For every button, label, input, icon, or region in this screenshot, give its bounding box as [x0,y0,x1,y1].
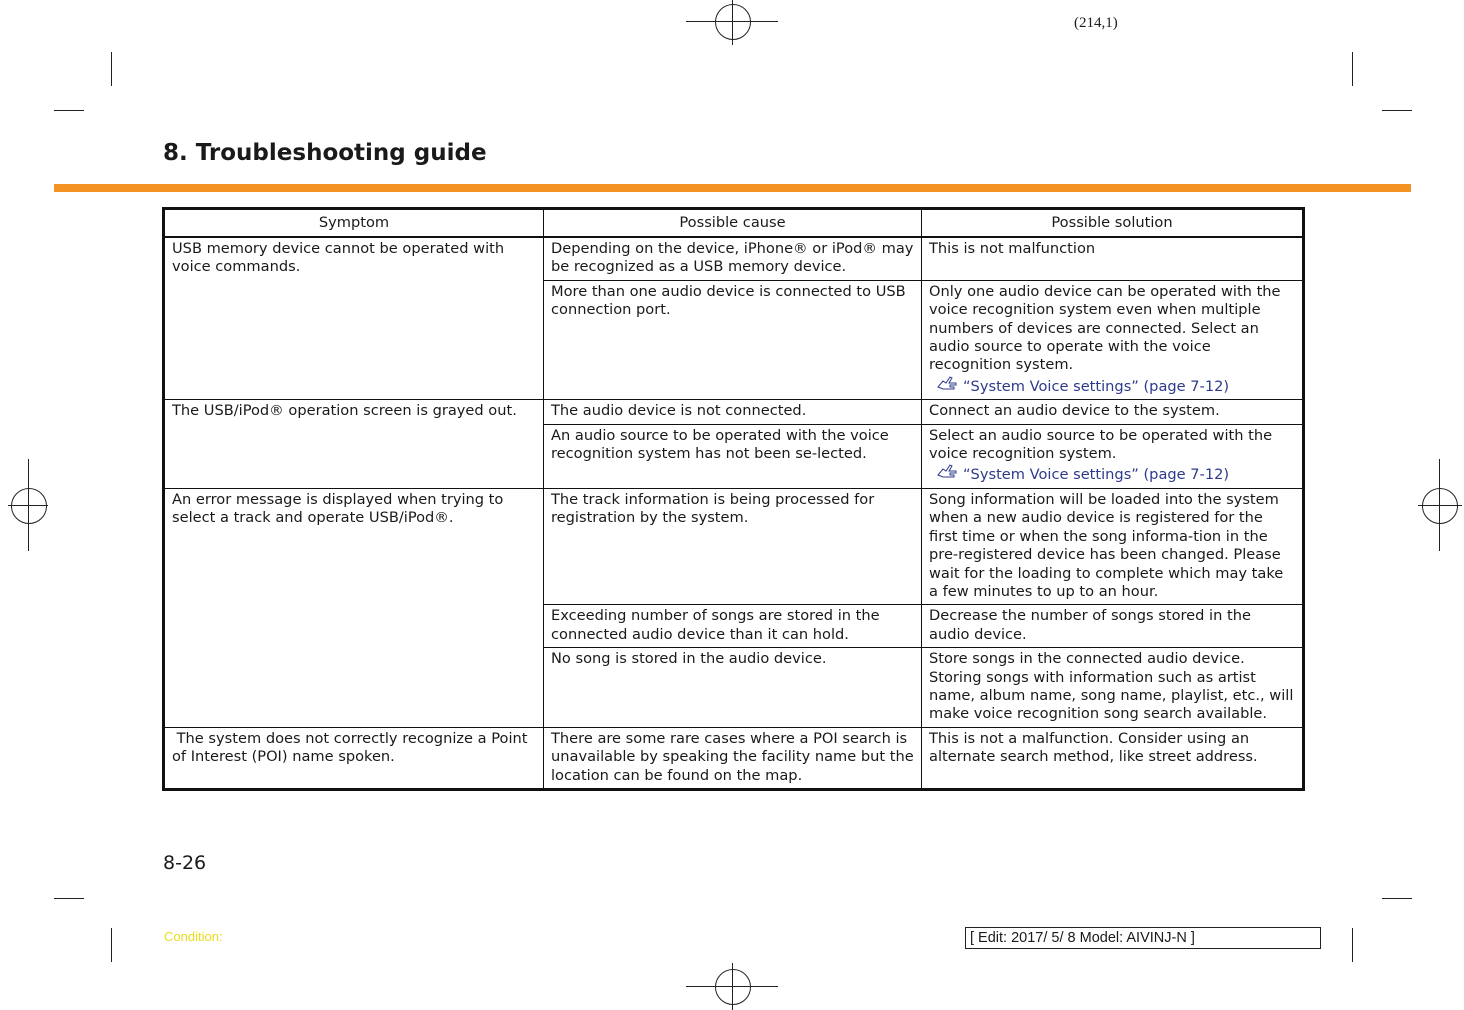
header-possible-cause: Possible cause [544,209,922,238]
pointing-hand-icon [937,463,963,484]
solution-cell: Store songs in the connected audio device. Storing songs with information such as artist name, album name, song name, playlist, etc., will make voice recognition song search available. [922,648,1304,728]
cause-cell: More than one audio device is connected to USB connection port. [544,280,922,399]
cause-cell: The track information is being processed for registration by the system. [544,488,922,604]
edit-info-box: [ Edit: 2017/ 5/ 8 Model: AIVINJ-N ] [965,927,1321,949]
table-row [164,488,1304,604]
header-possible-solution: Possible solution [922,209,1304,238]
solution-cell: This is not a malfunction. Consider using an alternate search method, like street address. [922,727,1304,789]
page-number: 8-26 [163,852,207,874]
symptom-cell: USB memory device cannot be operated with voice commands. [164,237,544,400]
header-symptom: Symptom [164,209,544,238]
table-header-row [164,209,1304,238]
cause-cell: The audio device is not connected. [544,400,922,424]
cause-cell: No song is stored in the audio device. [544,648,922,728]
symptom-cell: An error message is displayed when trying to select a track and operate USB/iPod®. [164,488,544,727]
solution-cell: This is not malfunction [922,237,1304,280]
solution-cell [922,280,1304,399]
solution-text: Select an audio source to be operated with the voice recognition system. [929,426,1273,463]
solution-cell: Song information will be loaded into the system when a new audio device is registered for the first time or when the song informa-tion in the pre-registered device has been changed. Please wait for the loading to complete which may take a few minutes to up to an hour. [922,488,1304,604]
page-code: (214,1) [1074,15,1118,31]
table-row [164,727,1304,789]
cross-reference-link[interactable] [929,375,1296,396]
accent-bar [54,184,1411,192]
table-row [164,237,1304,280]
solution-text: Only one audio device can be operated with the voice recognition system even when multiple numbers of devices are connected. Select an audio source to operate with the voice recognition system. [929,282,1281,374]
pointing-hand-icon [937,375,963,396]
cause-cell: There are some rare cases where a POI search is unavailable by speaking the facility name but the location can be found on the map. [544,727,922,789]
table-row [164,400,1304,424]
solution-cell: Connect an audio device to the system. [922,400,1304,424]
symptom-cell: The USB/iPod® operation screen is grayed out. [164,400,544,489]
solution-cell: Decrease the number of songs stored in the audio device. [922,605,1304,648]
page-title: 8. Troubleshooting guide [163,140,487,166]
cross-reference-text: “System Voice settings” (page 7-12) [963,377,1230,395]
cause-cell: Exceeding number of songs are stored in the connected audio device than it can hold. [544,605,922,648]
cross-reference-link[interactable] [929,463,1296,484]
cause-cell: An audio source to be operated with the voice recognition system has not been se-lected. [544,424,922,488]
troubleshooting-table [162,207,1305,791]
cross-reference-text: “System Voice settings” (page 7-12) [963,466,1230,484]
symptom-cell: The system does not correctly recognize a Point of Interest (POI) name spoken. [164,727,544,789]
solution-cell [922,424,1304,488]
condition-label: Condition: [164,929,223,944]
cause-cell: Depending on the device, iPhone® or iPod® may be recognized as a USB memory device. [544,237,922,280]
